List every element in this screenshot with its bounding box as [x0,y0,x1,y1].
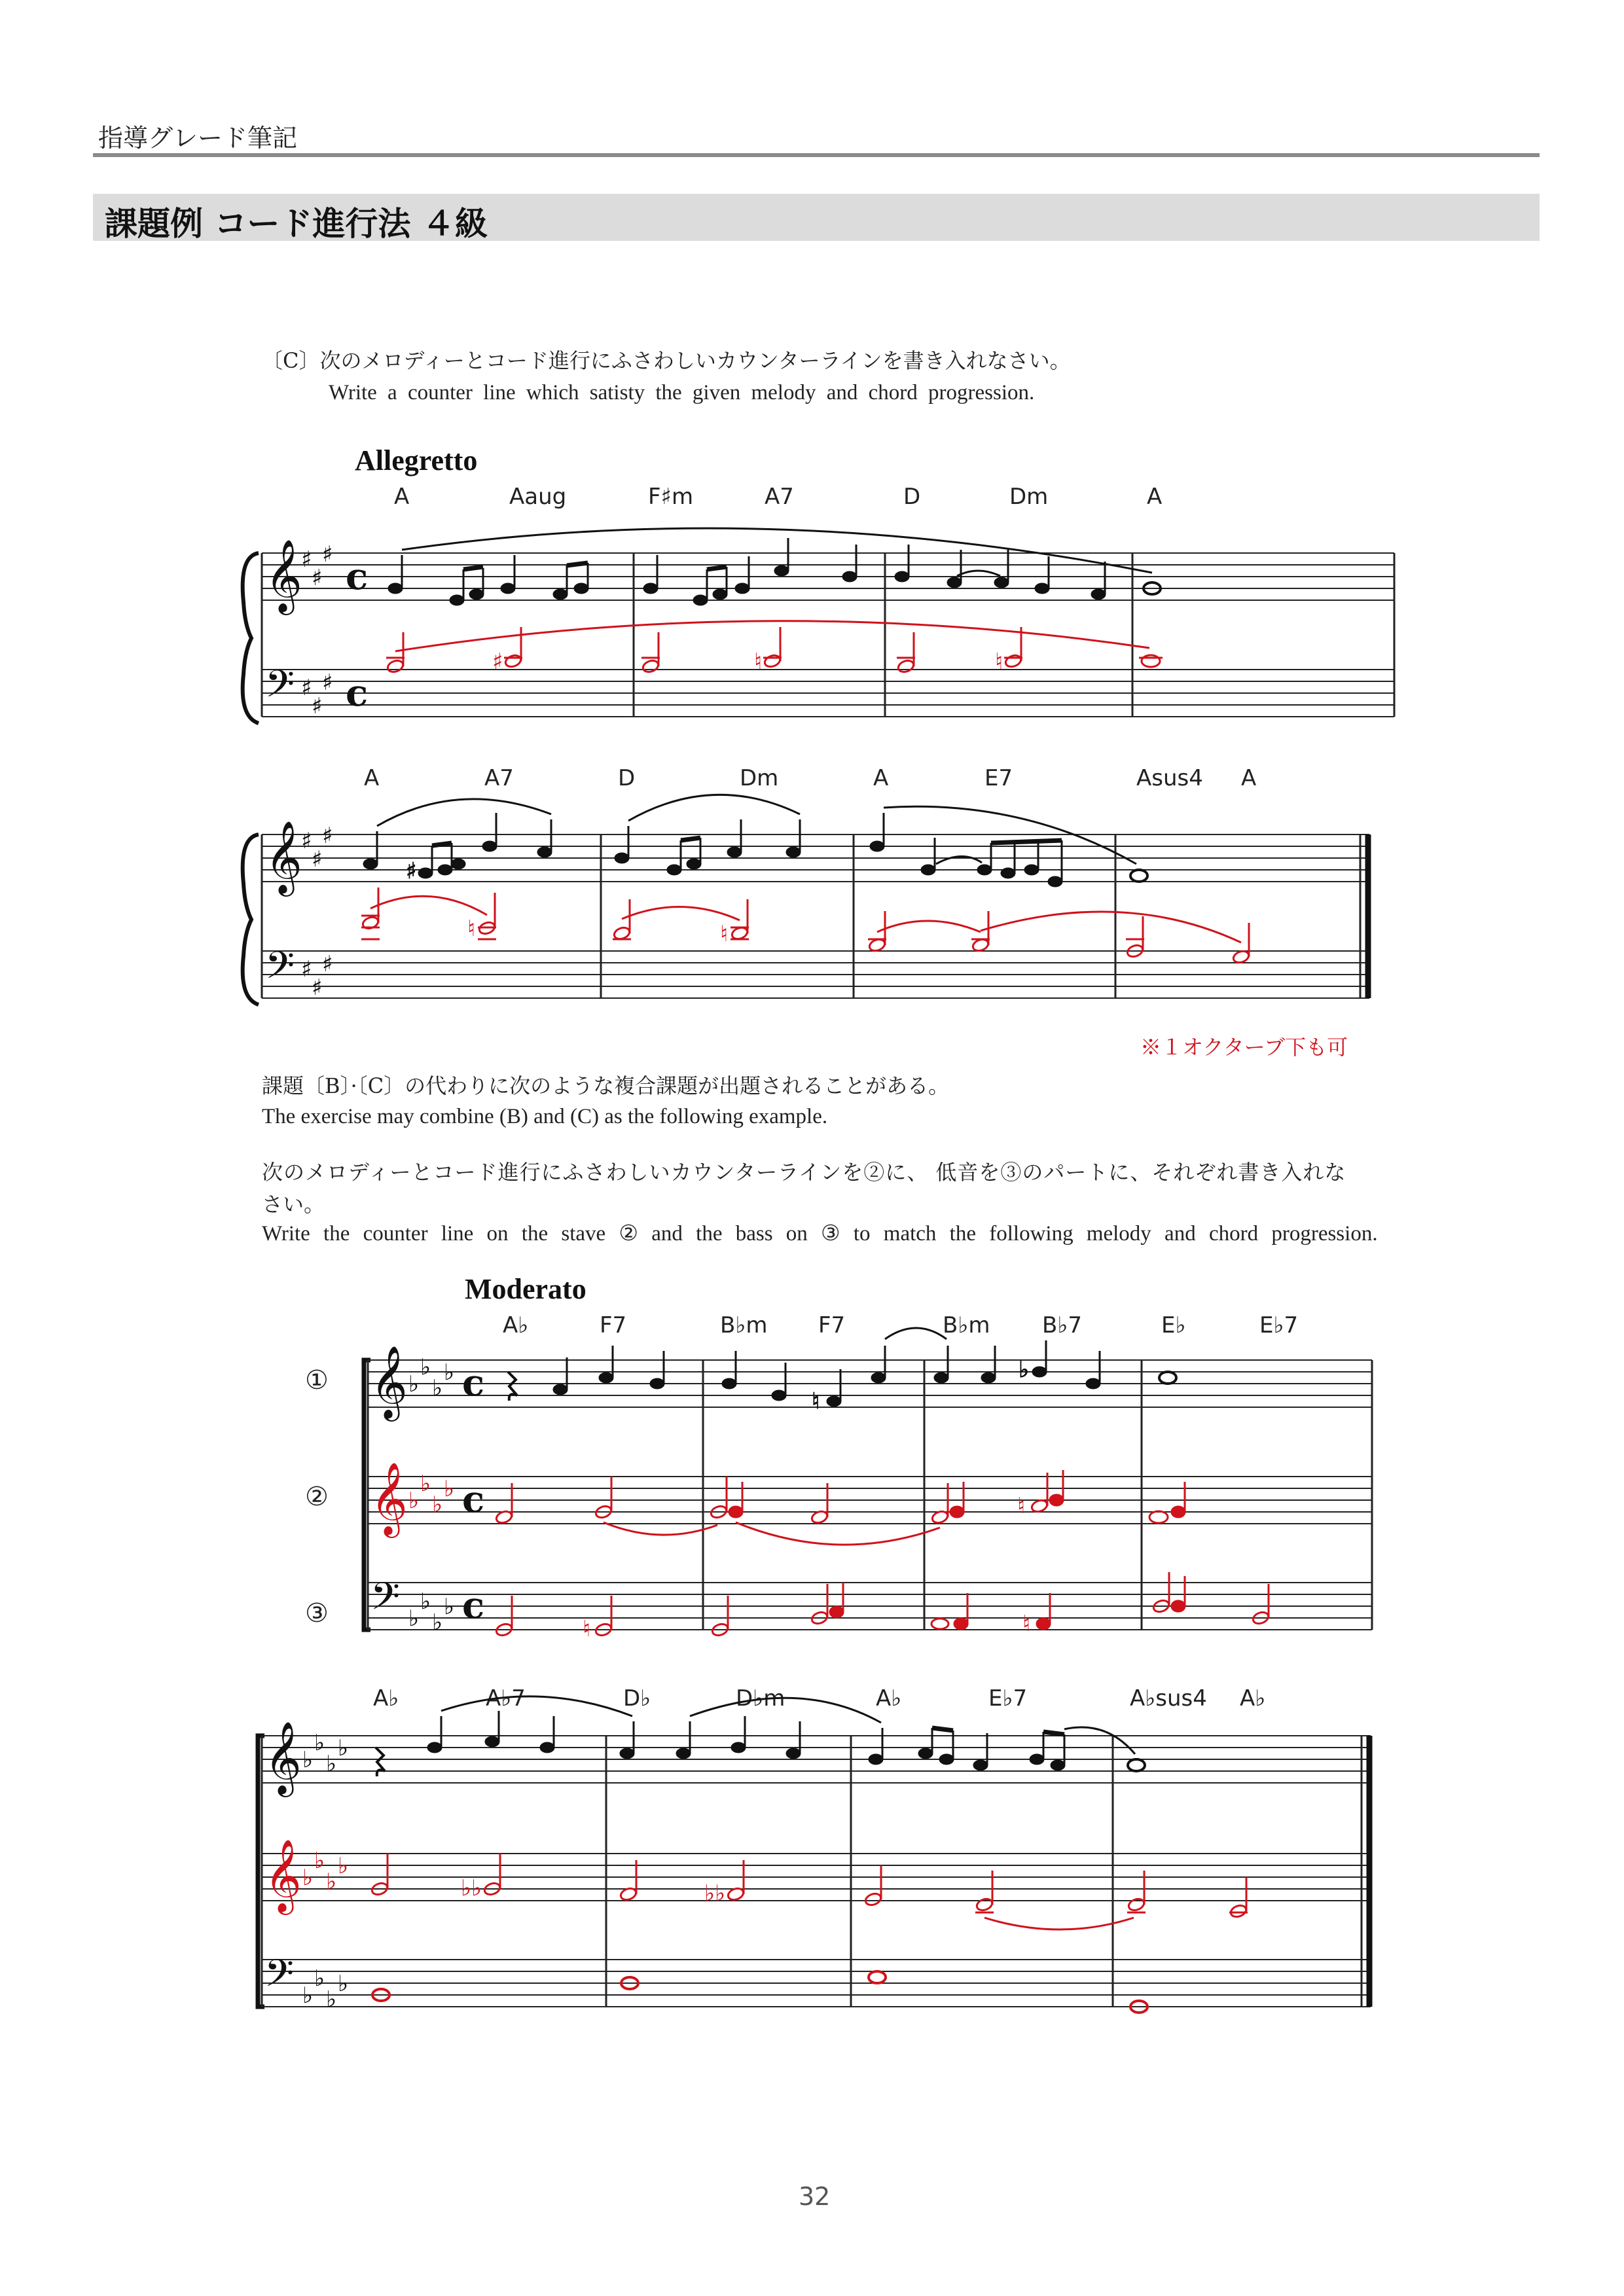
svg-text:♯: ♯ [406,858,417,884]
svg-text:♯: ♯ [322,951,333,977]
bass-staff [262,670,1394,717]
task-c-instruction-en: Write a counter line which satisty the given melody and chord progression. [329,381,1035,404]
bass-clef-icon: 𝄢 [265,662,295,715]
chord-symbols [373,1685,1265,1712]
counter-line-slur [370,896,487,915]
chord-symbol: A♭7 [486,1685,526,1712]
treble-staff [262,553,1394,600]
chord-symbol: F♯m [648,484,694,510]
counter-line-notes [370,1854,1248,1919]
barlines [262,834,1360,998]
chord-symbol: F7 [600,1312,627,1338]
svg-text:♯: ♯ [301,828,312,854]
time-signature-c: c [462,1584,485,1627]
counter-line-slur [981,912,1241,942]
chord-symbol: D♭m [736,1685,785,1712]
svg-text:♮: ♮ [754,649,763,675]
chord-symbol: A [394,484,410,510]
natural-sign: ♮ [583,1616,591,1642]
counter-line-slur [736,1522,940,1545]
chord-symbol: E7 [984,765,1013,791]
chord-symbols [364,765,1256,791]
svg-text:♭: ♭ [302,1865,314,1891]
svg-text:♭: ♭ [338,1971,349,1997]
bass-clef-icon: 𝄢 [264,1951,295,2005]
bass-clef-icon: 𝄢 [265,943,295,997]
melody-slur [628,795,800,821]
svg-text:♮: ♮ [720,921,729,947]
chord-symbol: Dm [740,765,779,791]
natural-sign: ♮ [1022,1611,1031,1637]
melody-slur [441,1696,632,1716]
key-signature-staff-3 [408,1588,454,1636]
svg-text:♮: ♮ [467,916,476,942]
natural-sign: ♮ [1017,1493,1026,1519]
melody-slur [884,806,1136,864]
staff-label: ③ [305,1598,329,1628]
bass-clef-icon: 𝄢 [370,1574,401,1628]
melody-slur [377,799,551,826]
chord-symbol: D♭ [623,1685,651,1712]
svg-text:♭: ♭ [408,1605,420,1632]
barlines [262,1736,1362,2007]
staff-3 [262,1960,1371,2007]
key-signature-staff-2 [302,1848,348,1895]
melody-notes [363,813,1147,887]
key-signature-treble [301,823,333,872]
time-signature-c: c [346,672,369,715]
chord-symbol: E♭ [1161,1312,1186,1338]
melody-slur [1064,1727,1135,1754]
page-number: 32 [799,2182,831,2211]
key-signature-staff-1 [302,1730,348,1777]
chord-symbol: A [873,765,889,791]
svg-text:♭: ♭ [444,1594,455,1620]
melody-notes [553,1340,1176,1414]
treble-clef-icon: 𝄞 [370,1345,408,1418]
chord-symbol: Aaug [509,484,567,510]
chord-symbol: A7 [765,484,794,510]
tempo-allegretto: Allegretto [355,444,478,476]
svg-text:♯: ♯ [301,956,312,982]
staff-1 [368,1360,1372,1407]
chord-symbol: A♭sus4 [1130,1685,1207,1712]
chord-symbol: A♭ [1240,1685,1266,1712]
svg-text:♭: ♭ [432,1492,443,1518]
staff-label: ① [305,1365,329,1395]
chord-symbol: F7 [818,1312,846,1338]
chord-symbol: Dm [1009,484,1049,510]
melody-notes [388,538,1161,605]
svg-text:♯: ♯ [312,846,323,872]
treble-clef-icon: 𝄞 [265,820,302,893]
key-signature-bass [301,670,333,719]
melody-tie [957,571,1000,576]
treble-clef-icon: 𝄞 [370,1462,408,1535]
staff-3 [368,1583,1372,1630]
svg-text:♭: ♭ [326,1751,337,1777]
svg-text:♮: ♮ [995,649,1003,675]
chord-symbol: A [1241,765,1257,791]
svg-text:♭: ♭ [1019,1357,1030,1383]
svg-text:♭: ♭ [420,1471,431,1497]
task2-instruction-jp-line2: さい。 [262,1192,325,1217]
counter-line-slur [622,906,740,920]
bass-staff [262,951,1369,998]
chord-symbol: Asus4 [1136,765,1203,791]
svg-text:♭: ♭ [302,1982,314,2009]
svg-text:♮: ♮ [812,1388,820,1414]
score1-system1 [0,484,1624,733]
svg-text:♭: ♭ [420,1354,431,1380]
chord-symbol: A [1147,484,1163,510]
svg-text:♭: ♭ [314,1965,325,1992]
svg-text:♭: ♭ [338,1735,349,1761]
svg-text:♭: ♭ [326,1869,337,1895]
svg-text:♯: ♯ [301,675,312,701]
svg-text:♭: ♭ [314,1730,325,1756]
treble-clef-icon: 𝄞 [264,1839,302,1912]
counter-line-notes [361,888,1250,965]
svg-text:♭: ♭ [338,1853,349,1879]
chord-symbols [503,1312,1298,1338]
key-signature-staff-3 [302,1965,348,2013]
staff-2 [368,1477,1372,1524]
treble-clef-icon: 𝄞 [265,539,302,612]
page-title: 課題例 コード進行法 ４級 [105,205,488,243]
svg-text:♯: ♯ [322,670,333,696]
quarter-rest [508,1372,517,1401]
svg-text:♭: ♭ [432,1609,443,1636]
chord-symbol: B♭m [943,1312,990,1338]
melody-slur [690,1698,881,1723]
svg-text:♯: ♯ [322,823,333,849]
octave-note: ※１オクターブ下も可 [1140,1035,1348,1060]
counter-line-slur [395,621,1149,651]
staff-1 [262,1736,1371,1783]
task2-instruction-en: Write the counter line on the stave ② and the bass on ③ to match the following melody and chord progression. [262,1222,1378,1246]
counter-line-tie [984,1918,1134,1929]
chord-symbols [394,484,1162,510]
svg-text:♭: ♭ [420,1588,431,1615]
quarter-rest [376,1748,385,1776]
counter-line-notes [495,1470,1185,1525]
task-c-instruction-jp: 〔C〕次のメロディーとコード進行にふさわしいカウンターラインを書き入れなさい。 [262,348,1071,373]
key-signature-staff-2 [408,1471,454,1518]
score2-system1 [0,1309,1624,1649]
svg-text:♭: ♭ [408,1488,420,1514]
svg-text:♭: ♭ [302,1747,314,1773]
chord-symbol: D [618,765,636,791]
svg-text:♭: ♭ [326,1986,337,2013]
chord-symbol: A7 [484,765,514,791]
svg-text:♯: ♯ [322,541,333,567]
grand-staff-brace [243,553,259,723]
key-signature-staff-1 [408,1354,454,1401]
chord-symbol: A♭ [876,1685,902,1712]
melody-notes [427,1711,1145,1771]
staff-2 [262,1854,1371,1901]
time-signature-c: c [462,1361,485,1405]
chord-symbol: B♭7 [1042,1312,1082,1338]
tempo-moderato: Moderato [465,1273,586,1305]
chord-symbol: E♭7 [1259,1312,1299,1338]
svg-text:♯: ♯ [492,649,503,675]
melody-tie [885,1328,947,1339]
header-label: 指導グレード筆記 [98,124,298,152]
svg-text:♯: ♯ [301,547,312,573]
chord-symbol: B♭m [720,1312,768,1338]
treble-clef-icon: 𝄞 [264,1721,302,1794]
header-rule [93,153,1540,157]
key-signature-treble [301,541,333,591]
svg-text:♭♭: ♭♭ [704,1880,726,1907]
svg-text:♯: ♯ [312,693,323,719]
counter-line-accidentals [492,649,1003,675]
combined-intro-jp: 課題〔B〕·〔C〕の代わりに次のような複合課題が出題されることがある。 [262,1073,950,1098]
task2-instruction-jp-line1: 次のメロディーとコード進行にふさわしいカウンターラインを②に、 低音を③のパートに、それぞれ書き入れな [262,1160,1346,1185]
svg-text:♭: ♭ [408,1371,420,1397]
combined-intro-en: The exercise may combine (B) and (C) as the following example. [262,1105,828,1128]
score2-system2 [0,1682,1624,2029]
staff-label: ② [305,1482,329,1512]
svg-text:♭: ♭ [444,1359,455,1386]
svg-text:♭♭: ♭♭ [461,1875,482,1901]
grand-staff-brace [243,834,259,1005]
counter-line-slur [877,921,981,932]
svg-text:♭: ♭ [432,1375,443,1401]
score1-system2 [0,766,1624,1014]
barlines [368,1360,1372,1630]
counter-line-accidentals [467,916,728,947]
bass-notes [495,1572,1270,1638]
chord-symbol: D [903,484,921,510]
time-signature-c: c [346,555,369,598]
chord-symbol: E♭7 [988,1685,1028,1712]
chord-symbol: A♭ [503,1312,529,1338]
svg-text:♭: ♭ [314,1848,325,1874]
svg-text:♯: ♯ [312,565,323,591]
chord-symbol: A♭ [373,1685,399,1712]
svg-text:♯: ♯ [312,975,323,1001]
chord-symbol: A [364,765,380,791]
svg-text:♭: ♭ [444,1476,455,1502]
key-signature-bass [301,951,333,1001]
barlines [262,553,1394,717]
time-signature-c: c [462,1478,485,1521]
